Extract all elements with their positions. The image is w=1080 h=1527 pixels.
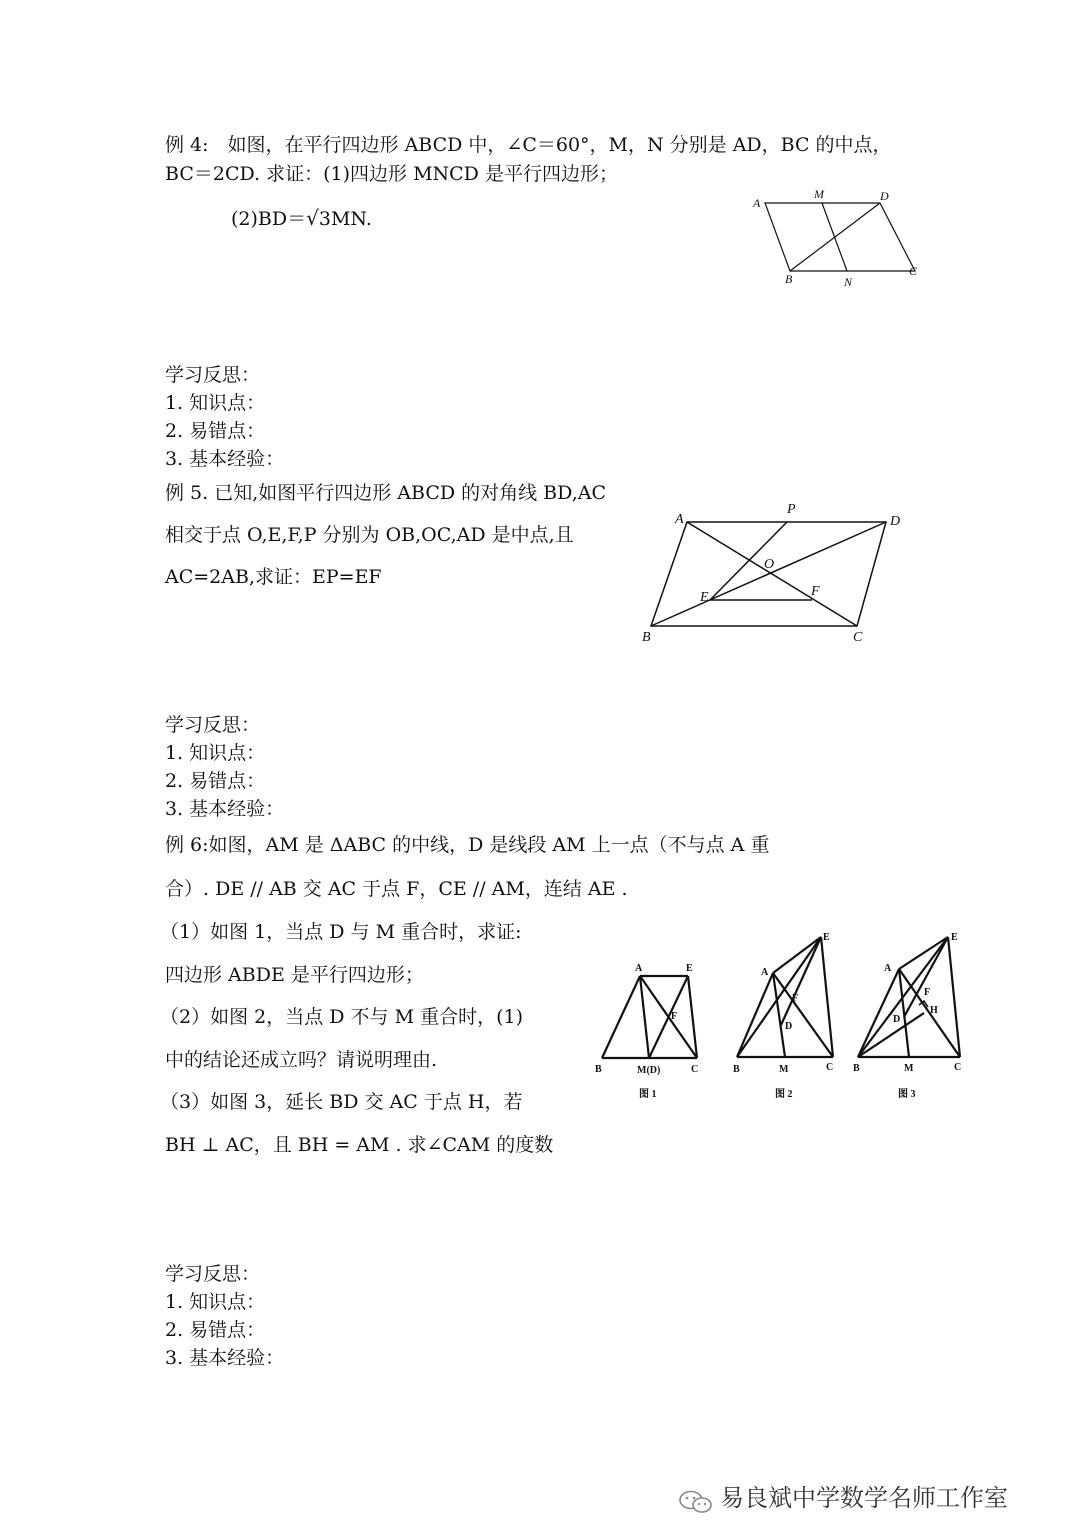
ex5-segment-ep — [710, 522, 787, 600]
ex6-figure-1 — [590, 955, 720, 1100]
reflection1-title: 学习反思： — [165, 364, 261, 386]
ex4-figure — [740, 180, 930, 290]
ex5-label-o: O — [764, 557, 775, 572]
ex5-label-b: B — [642, 630, 651, 645]
reflection2-title: 学习反思： — [165, 714, 261, 736]
ex6-figure-2 — [728, 925, 848, 1100]
fig3-label-c: C — [954, 1062, 962, 1073]
fig2-label-f: F — [792, 993, 799, 1004]
ex4-label-a: A — [753, 196, 761, 210]
fig3-label-e: E — [951, 932, 958, 943]
ex4-line2: BC＝2CD. 求证：(1)四边形 MNCD 是平行四边形； — [165, 163, 618, 185]
fig1-label-f: F — [671, 1011, 678, 1022]
reflection1-item2: 2. 易错点： — [165, 420, 266, 442]
reflection3-item2: 2. 易错点： — [165, 1319, 266, 1341]
fig1-label-c: C — [691, 1064, 699, 1075]
fig3-caption: 图 3 — [898, 1089, 916, 1100]
ex4-label-m: M — [814, 187, 824, 201]
reflection2-item1: 1. 知识点： — [165, 742, 266, 764]
fig2-caption: 图 2 — [775, 1089, 793, 1100]
ex5-label-f: F — [811, 584, 820, 599]
ex4-label-n: N — [844, 275, 853, 289]
ex4-line3-post: 3MN. — [318, 208, 372, 230]
ex6-line3: （1）如图 1，当点 D 与 M 重合时，求证: — [160, 921, 522, 943]
fig2-label-m: M — [779, 1064, 789, 1075]
ex6-line8: BH ⊥ AC，且 BH = AM . 求∠CAM 的度数 — [165, 1134, 554, 1156]
fig3-label-m: M — [904, 1063, 914, 1074]
fig3-label-h: H — [930, 1005, 938, 1016]
ex6-line2: 合）. DE // AB 交 AC 于点 F，CE // AM，连结 AE . — [165, 878, 628, 900]
ex5-label-a: A — [675, 512, 684, 527]
ex6-line5: （2）如图 2，当点 D 不与 M 重合时，(1) — [160, 1006, 523, 1028]
reflection2-item2: 2. 易错点： — [165, 770, 266, 792]
ex4-label-d: D — [880, 189, 889, 203]
reflection3-item1: 1. 知识点： — [165, 1291, 266, 1313]
ex5-label-d: D — [890, 514, 901, 529]
fig1-label-e: E — [686, 963, 693, 974]
fig2-label-c: C — [826, 1062, 834, 1073]
ex4-line1: 例 4: 如图，在平行四边形 ABCD 中，∠C＝60°，M，N 分别是 AD，BC 的中点， — [165, 134, 892, 156]
ex4-parallelogram — [765, 203, 915, 271]
ex6-figure-3 — [848, 925, 973, 1100]
fig2-label-e: E — [823, 932, 830, 943]
sqrt-symbol: √ — [306, 206, 319, 230]
ex5-line2: 相交于点 O,E,F,P 分别为 OB,OC,AD 是中点,且 — [165, 524, 574, 546]
reflection1-item3: 3. 基本经验： — [165, 448, 285, 470]
ex4-segment-mn — [822, 203, 847, 271]
reflection3-title: 学习反思： — [165, 1263, 261, 1285]
ex4-label-b: B — [785, 272, 793, 286]
ex4-label-c: C — [909, 264, 918, 278]
fig3-label-f: F — [924, 987, 931, 998]
ex5-line3: AC=2AB,求证：EP=EF — [165, 566, 382, 588]
fig1-label-md: M(D) — [637, 1065, 661, 1076]
fig1-caption: 图 1 — [639, 1089, 657, 1100]
ex5-label-e: E — [700, 590, 709, 605]
ex6-line7: （3）如图 3，延长 BD 交 AC 于点 H，若 — [160, 1091, 523, 1113]
ex5-diagonal-bd — [651, 522, 886, 626]
ex6-line4: 四边形 ABDE 是平行四边形； — [165, 964, 424, 986]
fig2-label-b: B — [733, 1064, 740, 1075]
ex5-label-p: P — [787, 502, 796, 517]
wechat-icon — [678, 1490, 714, 1514]
fig2-label-d: D — [785, 1021, 793, 1032]
reflection1-item1: 1. 知识点： — [165, 392, 266, 414]
ex4-line3-pre: (2)BD＝ — [231, 208, 307, 230]
fig3-label-b: B — [853, 1063, 860, 1074]
fig1-label-a: A — [635, 963, 643, 974]
ex6-line6: 中的结论还成立吗？请说明理由. — [165, 1049, 438, 1071]
ex4-line3 — [231, 206, 372, 231]
fig3-label-a: A — [884, 963, 892, 974]
ex5-figure — [630, 495, 910, 650]
fig2-label-a: A — [761, 967, 769, 978]
reflection2-item3: 3. 基本经验： — [165, 798, 285, 820]
fig3-label-d: D — [893, 1014, 901, 1025]
ex6-line1: 例 6:如图，AM 是 ΔABC 的中线，D 是线段 AM 上一点（不与点 A 重 — [165, 834, 770, 856]
footer-watermark-text: 易良斌中学数学名师工作室 — [720, 1484, 1008, 1512]
ex5-line1: 例 5. 已知,如图平行四边形 ABCD 的对角线 BD,AC — [165, 482, 606, 504]
fig1-label-b: B — [595, 1064, 602, 1075]
reflection3-item3: 3. 基本经验： — [165, 1347, 285, 1369]
ex5-label-c: C — [853, 630, 863, 645]
